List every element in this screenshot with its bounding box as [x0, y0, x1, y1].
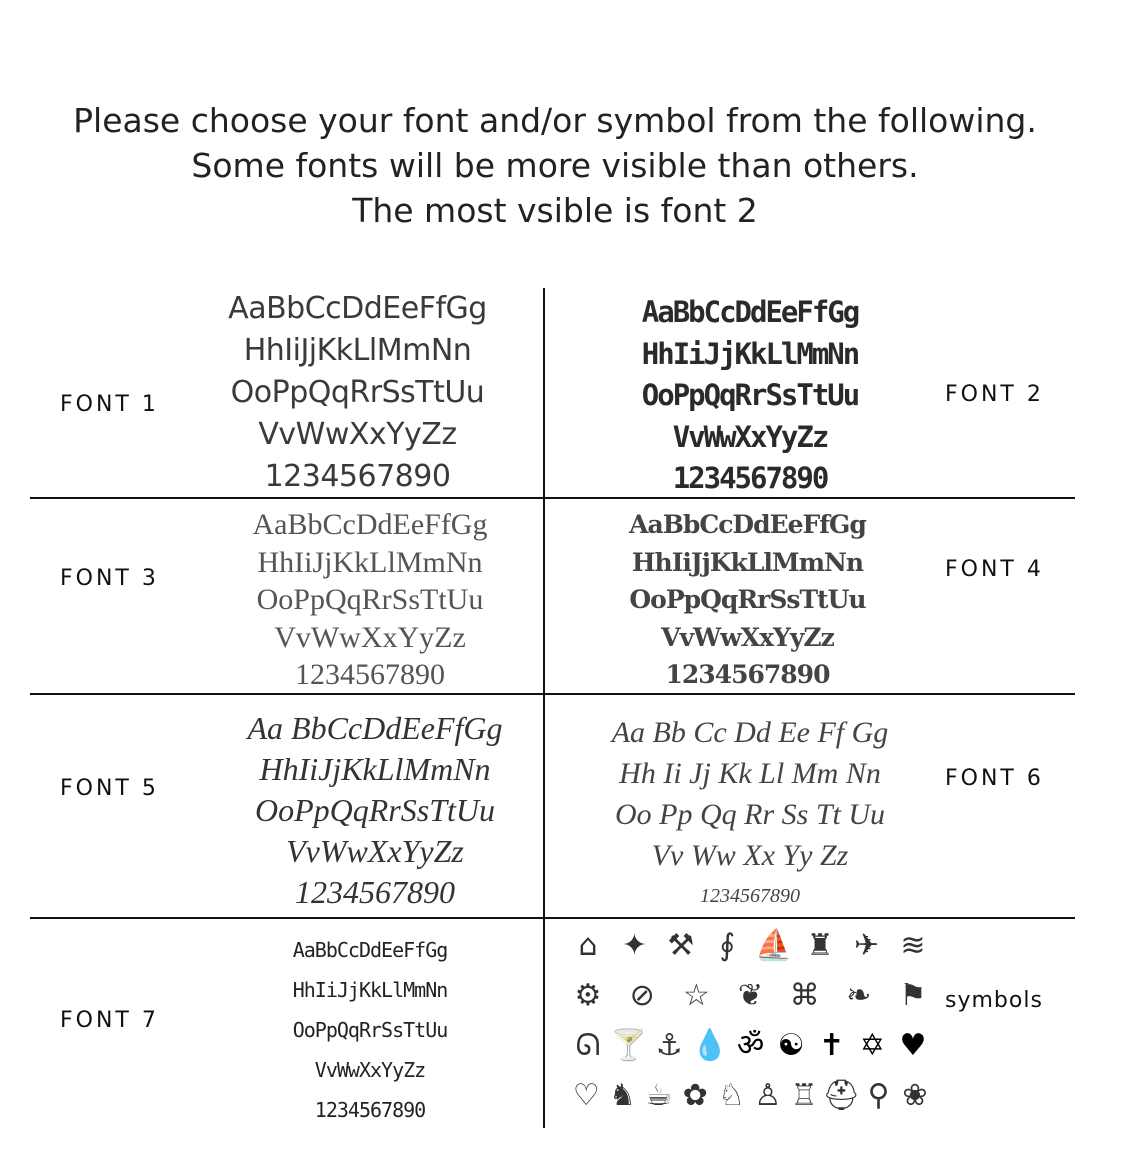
font-1-line-1: AaBbCcDdEeFfGg — [228, 291, 487, 326]
instructions-heading — [0, 98, 1110, 233]
font-4-label: FONT 4 — [945, 557, 1044, 582]
font-6-line-4: Vv Ww Xx Yy Zz — [651, 839, 849, 872]
ribbon-icon[interactable]: ᘏ — [575, 1027, 601, 1063]
font-3-line-1: AaBbCcDdEeFfGg — [252, 508, 488, 541]
font-6-sample[interactable] — [565, 712, 935, 917]
dove-icon[interactable]: ❦ — [737, 977, 764, 1013]
font-5-line-3: OoPpQqRrSsTtUu — [254, 792, 495, 828]
font-4-line-1: AaBbCcDdEeFfGg — [629, 510, 866, 539]
yin-yang-icon[interactable]: ☯ — [777, 1027, 805, 1063]
font-5-line-1: Aa BbCcDdEeFfGg — [247, 710, 503, 746]
font-5-line-5: 1234567890 — [295, 874, 455, 910]
font-3-sample[interactable] — [200, 506, 540, 694]
symbols-label: symbols — [945, 988, 1043, 1013]
font-4-line-4: VvWwXxYyZz — [661, 622, 834, 652]
font-5-sample[interactable] — [195, 708, 555, 913]
flag-icon[interactable]: ⚑ — [899, 977, 927, 1013]
font-5-line-4: VvWwXxYyZz — [286, 833, 464, 869]
font-7-line-4: VvWwXxYyZz — [314, 1058, 426, 1082]
font-2-line-5: 1234567890 — [672, 461, 828, 495]
font-7-line-3: OoPpQqRrSsTtUu — [292, 1018, 448, 1042]
lighthouse-icon[interactable]: ♜ — [806, 927, 834, 963]
no-smoking-icon[interactable]: ⊘ — [629, 977, 655, 1013]
cocktail-glass-icon[interactable]: 🍸 — [609, 1027, 648, 1063]
wave-icon[interactable]: ≋ — [900, 927, 926, 963]
font-2-line-4: VvWwXxYyZz — [672, 419, 828, 454]
house-icon[interactable]: ⌂ — [578, 927, 598, 963]
dog-icon[interactable]: ♖ — [790, 1077, 818, 1113]
plane-icon[interactable]: ✈ — [853, 927, 880, 963]
instruction-line-3: The most vsible is font 2 — [352, 191, 758, 230]
symbol-row-2 — [568, 972, 933, 1019]
symbols-grid — [568, 922, 933, 1127]
instruction-line-2: Some fonts will be more visible than others. — [191, 146, 919, 185]
font-4-line-3: OoPpQqRrSsTtUu — [629, 585, 866, 614]
font-6-label: FONT 6 — [945, 766, 1044, 791]
paw-prints-icon[interactable]: ✿ — [682, 1077, 708, 1113]
font-3-line-5: 1234567890 — [295, 658, 445, 691]
ship-icon[interactable]: ⛵ — [755, 927, 793, 963]
font-2-line-1: AaBbCcDdEeFfGg — [641, 295, 859, 329]
font-1-sample[interactable] — [180, 288, 535, 498]
font-6-line-5: 1234567890 — [700, 885, 800, 907]
font-7-line-1: AaBbCcDdEeFfGg — [292, 938, 448, 962]
symbol-row-1 — [568, 922, 933, 969]
font-5-label: FONT 5 — [60, 776, 159, 801]
font-1-line-2: HhIiJjKkLlMmNn — [243, 333, 472, 368]
symbol-row-3 — [568, 1022, 933, 1069]
font-7-line-5: 1234567890 — [314, 1098, 426, 1122]
font-1-line-3: OoPpQqRrSsTtUu — [230, 375, 485, 410]
font-3-line-3: OoPpQqRrSsTtUu — [256, 583, 484, 616]
font-2-line-2: HhIiJjKkLlMmNn — [641, 336, 859, 371]
tractor-icon[interactable]: ⚙ — [574, 977, 602, 1013]
font-4-line-5: 1234567890 — [665, 660, 830, 689]
font-6-line-2: Hh Ii Jj Kk Ll Mm Nn — [619, 757, 881, 790]
om-icon[interactable]: ॐ — [736, 1027, 765, 1063]
font-4-sample[interactable] — [570, 506, 925, 694]
elephant-icon[interactable]: ♘ — [718, 1077, 745, 1113]
font-7-label: FONT 7 — [60, 1008, 159, 1033]
font-1-label: FONT 1 — [60, 392, 159, 417]
star-icon[interactable]: ☆ — [682, 977, 710, 1013]
font-4-line-2: HhIiJjKkLlMmNn — [631, 547, 864, 577]
font-5-line-2: HhIiJjKkLlMmNn — [259, 751, 491, 787]
horse-icon[interactable]: ♞ — [609, 1077, 636, 1113]
font-6-line-3: Oo Pp Qq Rr Ss Tt Uu — [614, 798, 885, 831]
crossed-hammers-icon[interactable]: ⚒ — [667, 927, 695, 963]
font-3-line-2: HhIiJjKkLlMmNn — [257, 545, 483, 579]
row-divider-3 — [30, 917, 1075, 919]
cross-icon[interactable]: ✝ — [819, 1027, 845, 1063]
font-3-label: FONT 3 — [60, 566, 159, 591]
intertwined-hearts-icon[interactable]: ♡ — [572, 1077, 600, 1113]
torch-icon[interactable]: ⚲ — [867, 1077, 890, 1113]
teardrop-icon[interactable]: 💧 — [691, 1027, 729, 1063]
font-2-line-3: OoPpQqRrSsTtUu — [641, 378, 859, 412]
font-6-line-1: Aa Bb Cc Dd Ee Ff Gg — [611, 716, 889, 749]
anchor-icon[interactable]: ⚓ — [655, 1027, 683, 1063]
font-1-line-4: VvWwXxYyZz — [258, 417, 457, 452]
instruction-line-1: Please choose your font and/or symbol from the following. — [73, 101, 1037, 140]
font-7-sample[interactable] — [240, 930, 500, 1130]
font-3-line-4: VvWwXxYyZz — [274, 620, 466, 654]
fish-hook-icon[interactable]: ∮ — [719, 927, 736, 963]
compass-star-icon[interactable]: ✦ — [621, 927, 647, 963]
cat-icon[interactable]: ♙ — [754, 1077, 782, 1113]
font-2-label: FONT 2 — [945, 382, 1044, 407]
heart-icon[interactable]: ♥ — [899, 1027, 927, 1063]
font-2-sample[interactable] — [560, 292, 940, 500]
cap-icon[interactable]: ⛑ — [822, 1077, 861, 1113]
symbol-row-4 — [568, 1072, 933, 1119]
star-of-david-icon[interactable]: ✡ — [859, 1027, 885, 1063]
cowboy-boot-icon[interactable]: ⌘ — [789, 977, 820, 1013]
font-7-line-2: HhIiJjKkLlMmNn — [292, 978, 448, 1002]
eagle-icon[interactable]: ❧ — [846, 977, 872, 1013]
flower-icon[interactable]: ❀ — [902, 1077, 928, 1113]
cup-icon[interactable]: ☕ — [645, 1077, 673, 1113]
font-1-line-5: 1234567890 — [264, 459, 451, 494]
